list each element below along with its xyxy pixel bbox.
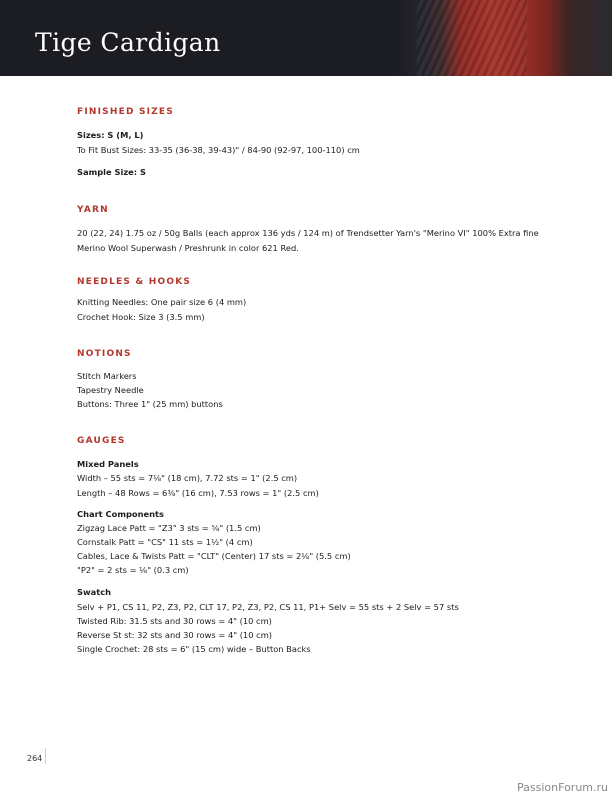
gauge-line: Selv + P1, CS 11, P2, Z3, P2, CLT 17, P2, Z3, P2, CS 11, P1+ Selv = 55 sts + 2 Selv = 57 sts [77, 602, 459, 612]
notions-heading: NOTIONS [77, 349, 132, 359]
chart-components-title: Chart Components [77, 509, 164, 519]
knitting-needles: Knitting Needles: One pair size 6 (4 mm) [77, 297, 247, 307]
notion-item: Buttons: Three 1" (25 mm) buttons [77, 399, 223, 409]
gauges-heading: GAUGES [77, 436, 126, 446]
yarn-heading: YARN [77, 205, 109, 215]
gauge-line: Zigzag Lace Patt = "Z3" 3 sts = ⅝" (1.5 cm) [77, 523, 261, 533]
sample-size: Sample Size: S [77, 167, 146, 177]
watermark: PassionForum.ru [517, 781, 608, 794]
needles-heading: NEEDLES & HOOKS [77, 277, 192, 287]
page-title: Tige Cardigan [35, 28, 221, 57]
mixed-panels-title: Mixed Panels [77, 459, 139, 469]
gauge-line: Single Crochet: 28 sts = 6" (15 cm) wide – Button Backs [77, 644, 311, 654]
page-number: 264 [27, 754, 43, 763]
sizes-label: Sizes: S (M, L) [77, 130, 144, 140]
crochet-hook: Crochet Hook: Size 3 (3.5 mm) [77, 312, 205, 322]
bust-sizes: To Fit Bust Sizes: 33-35 (36-38, 39-43)" / 84-90 (92-97, 100-110) cm [77, 145, 360, 155]
gauge-line: Length – 48 Rows = 6⅜" (16 cm), 7.53 rows = 1" (2.5 cm) [77, 488, 319, 498]
gauge-line: Reverse St st: 32 sts and 30 rows = 4" (10 cm) [77, 630, 273, 640]
yarn-description: 20 (22, 24) 1.75 oz / 50g Balls (each approx 136 yds / 124 m) of Trendsetter Yarn's "Merino VI" 100% Extra fine Merino Wool Superwash / Preshrunk in color 621 Red. [77, 228, 539, 253]
page-number-divider [45, 748, 46, 764]
gauge-line: Cables, Lace & Twists Patt = "CLT" (Center) 17 sts = 2⅛" (5.5 cm) [77, 551, 351, 561]
finished-sizes-heading: FINISHED SIZES [77, 107, 174, 117]
swatch-title: Swatch [77, 587, 112, 597]
notion-item: Tapestry Needle [77, 385, 144, 395]
gauge-line: Width – 55 sts = 7⅛" (18 cm), 7.72 sts = 1" (2.5 cm) [77, 473, 298, 483]
notion-item: Stitch Markers [77, 371, 137, 381]
gauge-line: Cornstalk Patt = "CS" 11 sts = 1½" (4 cm) [77, 537, 253, 547]
gauge-line: "P2" = 2 sts = ⅛" (0.3 cm) [77, 565, 189, 575]
gauge-line: Twisted Rib: 31.5 sts and 30 rows = 4" (10 cm) [77, 616, 272, 626]
